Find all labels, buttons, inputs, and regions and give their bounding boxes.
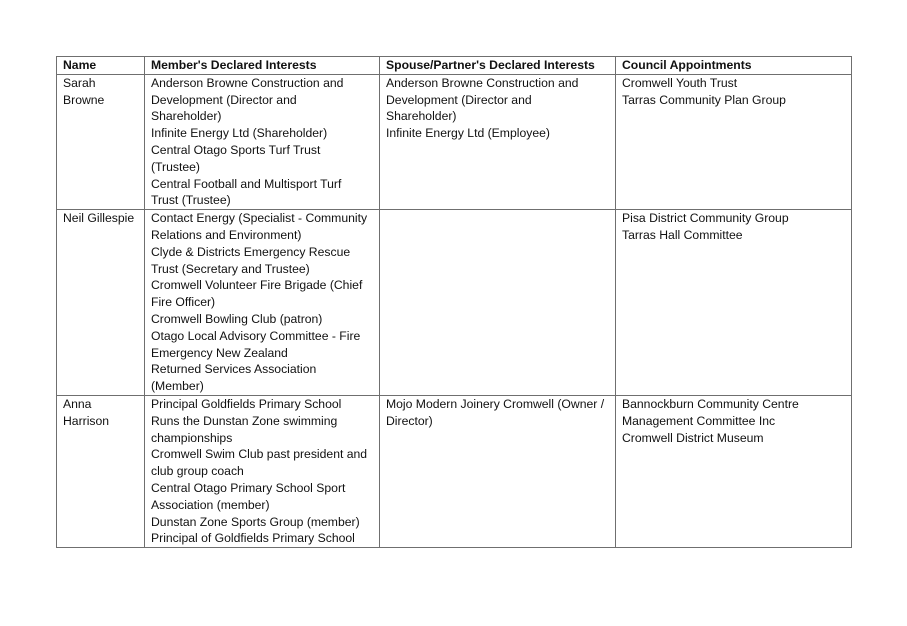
table-row <box>57 74 852 209</box>
cell-text-line: Mojo Modern Joinery Cromwell (Owner / <box>386 396 605 411</box>
cell-text-line: Infinite Energy Ltd (Employee) <box>386 126 550 141</box>
cell-name <box>57 395 145 547</box>
cell-spouse-interests <box>380 210 616 396</box>
cell-text-line: Management Committee Inc <box>622 413 776 428</box>
header-council-appointments: Council Appointments <box>616 57 852 75</box>
cell-text-line: Anderson Browne Construction and <box>386 75 579 90</box>
cell-text-line: Neil Gillespie <box>63 211 135 226</box>
cell-text-line: Cromwell Swim Club past president and <box>151 447 368 462</box>
cell-text-line: Principal Goldfields Primary School <box>151 396 342 411</box>
cell-text-line: Shareholder) <box>386 109 457 124</box>
cell-text-line: Shareholder) <box>151 109 222 124</box>
cell-text-line: Director) <box>386 413 433 428</box>
cell-name <box>57 74 145 209</box>
cell-spouse-interests <box>380 74 616 209</box>
cell-text-line: Tarras Hall Committee <box>622 227 743 242</box>
cell-text-line: Harrison <box>63 413 110 428</box>
cell-text-line: Emergency New Zealand <box>151 345 288 360</box>
cell-text-line: Anderson Browne Construction and <box>151 75 344 90</box>
cell-council-appointments <box>616 395 852 547</box>
cell-text-line: Cromwell Youth Trust <box>622 75 738 90</box>
cell-text-line: Trust (Secretary and Trustee) <box>151 261 310 276</box>
cell-text-line: Returned Services Association <box>151 362 317 377</box>
cell-council-appointments <box>616 74 852 209</box>
cell-text-line: Dunstan Zone Sports Group (member) <box>151 514 360 529</box>
cell-text-line: Clyde & Districts Emergency Rescue <box>151 244 351 259</box>
cell-spouse-interests <box>380 395 616 547</box>
cell-text-line: Cromwell Bowling Club (patron) <box>151 311 323 326</box>
cell-text-line: Runs the Dunstan Zone swimming <box>151 413 338 428</box>
table-row <box>57 210 852 396</box>
cell-text-line: Relations and Environment) <box>151 227 302 242</box>
cell-text-line: club group coach <box>151 464 244 479</box>
table-row <box>57 395 852 547</box>
cell-text-line: (Trustee) <box>151 159 200 174</box>
cell-text-line: Bannockburn Community Centre <box>622 396 799 411</box>
cell-member-interests <box>145 74 380 209</box>
table-body <box>57 74 852 547</box>
cell-text-line: championships <box>151 430 233 445</box>
cell-text-line: Browne <box>63 92 105 107</box>
cell-text-line: Cromwell Volunteer Fire Brigade (Chief <box>151 278 363 293</box>
header-member-interests: Member's Declared Interests <box>145 57 380 75</box>
cell-text-line: Pisa District Community Group <box>622 211 789 226</box>
cell-council-appointments <box>616 210 852 396</box>
cell-text-line: Development (Director and <box>151 92 297 107</box>
cell-text-line: Cromwell District Museum <box>622 430 764 445</box>
cell-text-line: Central Football and Multisport Turf <box>151 176 342 191</box>
table-header-row <box>57 57 852 75</box>
cell-name <box>57 210 145 396</box>
cell-member-interests <box>145 395 380 547</box>
cell-text-line: Tarras Community Plan Group <box>622 92 786 107</box>
cell-text-line: Anna <box>63 396 92 411</box>
cell-text-line: Principal of Goldfields Primary School <box>151 531 355 546</box>
cell-text-line: Trust (Trustee) <box>151 193 231 208</box>
cell-text-line: (Member) <box>151 379 204 394</box>
cell-text-line: Central Otago Primary School Sport <box>151 480 346 495</box>
cell-text-line: Otago Local Advisory Committee - Fire <box>151 328 361 343</box>
cell-text-line: Infinite Energy Ltd (Shareholder) <box>151 126 328 141</box>
cell-text-line: Contact Energy (Specialist - Community <box>151 211 368 226</box>
cell-text-line: Sarah <box>63 75 96 90</box>
cell-text-line: Central Otago Sports Turf Trust <box>151 142 321 157</box>
cell-text-line: Development (Director and <box>386 92 532 107</box>
declared-interests-table <box>56 56 852 548</box>
cell-text-line: Fire Officer) <box>151 295 216 310</box>
cell-member-interests <box>145 210 380 396</box>
cell-text-line: Association (member) <box>151 497 270 512</box>
header-spouse-interests: Spouse/Partner's Declared Interests <box>380 57 616 75</box>
header-name: Name <box>57 57 145 75</box>
